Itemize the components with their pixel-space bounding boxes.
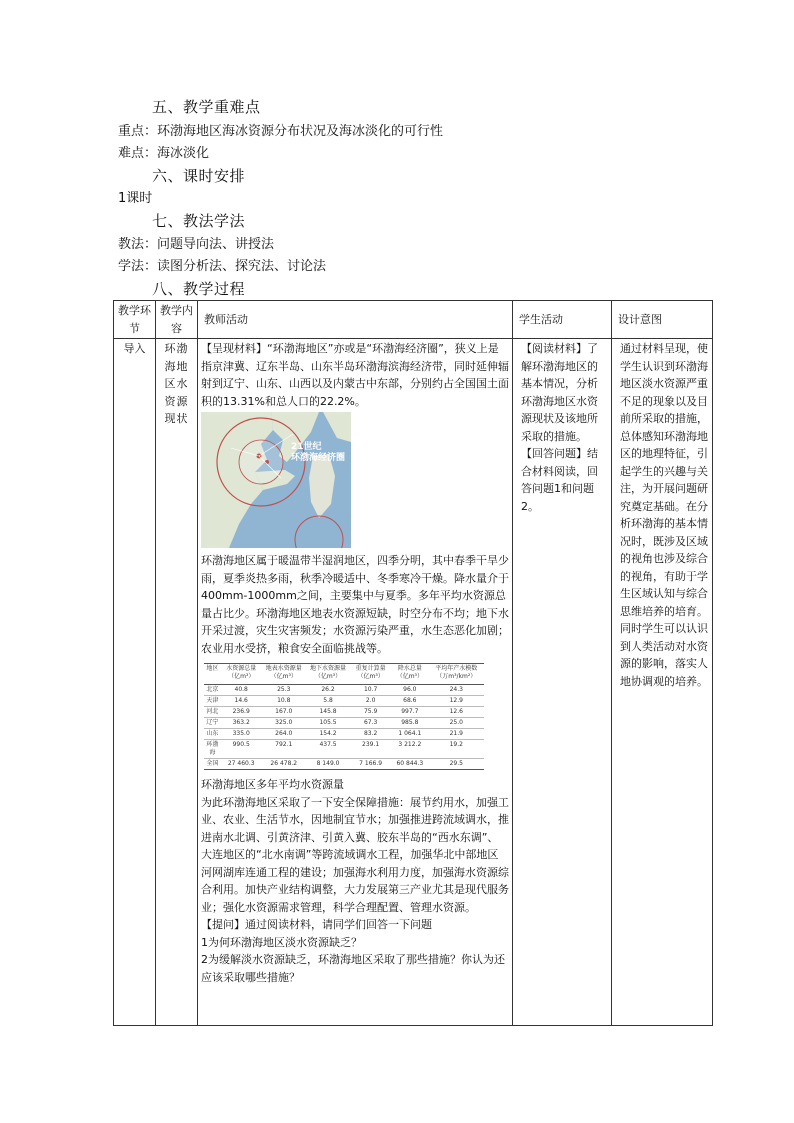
- table-cell: 363.2: [221, 718, 262, 729]
- table-cell: 19.2: [429, 740, 484, 759]
- stage-cell: 导入: [114, 339, 156, 1026]
- table-cell: 264.0: [262, 729, 306, 740]
- map-graphic: [201, 412, 351, 548]
- question-2: 2为缓解淡水资源缺乏，环渤海地区采取了那些措施？你认为还应该采取哪些措施？: [201, 953, 505, 984]
- tbl-h-4: 重复计算量（亿m³）: [350, 664, 391, 685]
- table-cell: 83.2: [350, 729, 391, 740]
- teach-method-line: 教法：问题导向法、讲授法: [118, 237, 275, 252]
- content-cell: 环渤海地区水资源现状: [156, 339, 198, 1026]
- table-cell: 29.5: [429, 759, 484, 770]
- table-cell: 24.3: [429, 685, 484, 696]
- question-prompt: 【提问】通过阅读材料，请同学们回答一下问题: [201, 918, 432, 931]
- bohai-economic-circle-map: [201, 412, 351, 548]
- table-cell: 60 844.3: [391, 759, 429, 770]
- table-cell: 北京: [204, 685, 221, 696]
- table-caption: 环渤海地区多年平均水资源量: [201, 778, 344, 791]
- table-cell: 67.3: [350, 718, 391, 729]
- teacher-material-text: 【呈现材料】“环渤海地区”亦或是“环渤海经济圈”，狭义上是指京津冀、辽东半岛、山东半岛环渤海滨海经济带，同时延伸辐射到辽宁、山东、山西以及内蒙古中东部，分别约占全国国土面积的13.31%和总人口的22.2%。: [201, 342, 509, 408]
- table-cell: 8 149.0: [306, 759, 350, 770]
- table-row: [204, 707, 484, 718]
- heading-key-points: 五、教学重难点: [152, 98, 261, 116]
- learn-method-line: 学法：读图分析法、探究法、讨论法: [118, 259, 327, 274]
- student-activity-cell: [513, 339, 612, 1026]
- table-cell: 145.8: [306, 707, 350, 718]
- table-cell: 105.5: [306, 718, 350, 729]
- table-cell: 7 166.9: [350, 759, 391, 770]
- table-cell: 236.9: [221, 707, 262, 718]
- table-cell: 12.9: [429, 696, 484, 707]
- table-cell: 14.6: [221, 696, 262, 707]
- heading-process: 八、教学过程: [152, 280, 246, 298]
- table-cell: 154.2: [306, 729, 350, 740]
- table-row: [204, 718, 484, 729]
- heading-schedule: 六、课时安排: [152, 167, 246, 185]
- table-row: [204, 685, 484, 696]
- student-answer-text: 【回答问题】结合材料阅读，回答问题1和问题2。: [521, 447, 598, 513]
- table-cell: 3 212.2: [391, 740, 429, 759]
- table-cell: 25.3: [262, 685, 306, 696]
- map-caption: [291, 442, 345, 464]
- header-content: 教学内容: [156, 301, 198, 339]
- table-cell: 12.6: [429, 707, 484, 718]
- header-stage: 教学环节: [114, 301, 156, 339]
- table-cell: 997.7: [391, 707, 429, 718]
- table-cell: 环渤海: [204, 740, 221, 759]
- table-cell: 山东: [204, 729, 221, 740]
- teacher-activity-cell: [198, 339, 513, 1026]
- table-cell: 26.2: [306, 685, 350, 696]
- table-cell: 河北: [204, 707, 221, 718]
- table-cell: 990.5: [221, 740, 262, 759]
- table-cell: 325.0: [262, 718, 306, 729]
- table-cell: 全国: [204, 759, 221, 770]
- table-row: [204, 696, 484, 707]
- table-cell: 25.0: [429, 718, 484, 729]
- student-reading-text: 【阅读材料】了解环渤海地区的基本情况，分析环渤海地区水资源现状及该地所采取的措施。: [521, 342, 598, 443]
- table-row: [204, 740, 484, 759]
- header-intent: 设计意图: [612, 301, 713, 339]
- table-cell: 10.8: [262, 696, 306, 707]
- table-cell: 27 460.3: [221, 759, 262, 770]
- tbl-h-2: 地表水资源量（亿m³）: [262, 664, 306, 685]
- table-cell: 2.0: [350, 696, 391, 707]
- table-cell: 21.9: [429, 729, 484, 740]
- table-row: [204, 729, 484, 740]
- map-caption-line2: 环渤海经济圈: [290, 453, 345, 463]
- table-cell: 167.0: [262, 707, 306, 718]
- table-cell: 437.5: [306, 740, 350, 759]
- table-cell: 239.1: [350, 740, 391, 759]
- difficulty-line: 难点：海冰淡化: [118, 146, 210, 161]
- table-cell: 辽宁: [204, 718, 221, 729]
- table-cell: 75.9: [350, 707, 391, 718]
- table-cell: 26 478.2: [262, 759, 306, 770]
- table-cell: 985.8: [391, 718, 429, 729]
- header-teacher: 教师活动: [198, 301, 513, 339]
- table-cell: 10.7: [350, 685, 391, 696]
- hours-line: 1课时: [118, 191, 153, 206]
- table-cell: 335.0: [221, 729, 262, 740]
- table-cell: 96.0: [391, 685, 429, 696]
- measures-paragraph: 为此环渤海地区采取了一下安全保障措施：展节约用水，加强工业、农业、生活节水，因地制宜节水；加强推进跨流域调水，推进南水北调、引黄济津、引黄入冀、胶东半岛的“西水东调”、大连地区的“北水南调”等跨流域调水工程，加强华北中部地区河网湖库连通工程的建设；加强海水利用力度，加强海水资源综合利用。加快产业结构调整，大力发展第三产业尤其是现代服务业；强化水资源需求管理，科学合理配置、管理水资源。: [201, 795, 509, 914]
- tbl-h-3: 地下水资源量（亿m³）: [306, 664, 350, 685]
- table-cell: 天津: [204, 696, 221, 707]
- tbl-h-0: 地区: [204, 664, 221, 685]
- table-cell: 40.8: [221, 685, 262, 696]
- water-resources-table: [204, 663, 484, 770]
- design-intent-text: 通过材料呈现，使学生认识到环渤海地区淡水资源严重不足的现象以及目前所采取的措施，总体感知环渤海地区的地理特征，引起学生的兴趣与关注，为开展问题研究奠定基础。在分析环渤海的基本情况时，既涉及区域的视角也涉及综合的视角，有助于学生区域认知与综合思维培养的培育。同时学生可以认识到人类活动对水资源的影响，落实人地协调观的培养。: [620, 342, 708, 688]
- table-cell: 68.6: [391, 696, 429, 707]
- map-caption-line1: 21世纪: [290, 442, 322, 452]
- heading-methods: 七、教法学法: [152, 212, 246, 230]
- design-intent-cell: [612, 339, 713, 1026]
- table-row: [204, 759, 484, 770]
- key-point-line: 重点：环渤海地区海冰资源分布状况及海冰淡化的可行性: [118, 124, 444, 139]
- question-1: 1为何环渤海地区淡水资源缺乏？: [201, 935, 362, 949]
- tbl-h-1: 水资源总量（亿m³）: [221, 664, 262, 685]
- climate-paragraph: 环渤海地区属于暖温带半湿润地区，四季分明，其中春季干旱少雨，夏季炎热多雨，秋季冷暖适中、冬季寒冷干燥。降水量介于400mm-1000mm之间，主要集中与夏季。多年平均水资源总量占比少。环渤海地区地表水资源短缺，时空分布不均；地下水开采过渡，灾生灾害频发；水资源污染严重，水生态恶化加剧；农业用水受挤，粮食安全面临挑战等。: [201, 554, 509, 655]
- table-cell: 1 064.1: [391, 729, 429, 740]
- tbl-h-5: 降水总量（亿m³）: [391, 664, 429, 685]
- table-cell: 5.8: [306, 696, 350, 707]
- table-cell: 792.1: [262, 740, 306, 759]
- tbl-h-6: 平均年产水模数（万m³/km²）: [429, 664, 484, 685]
- header-student: 学生活动: [513, 301, 612, 339]
- teaching-process-table: [113, 300, 713, 1026]
